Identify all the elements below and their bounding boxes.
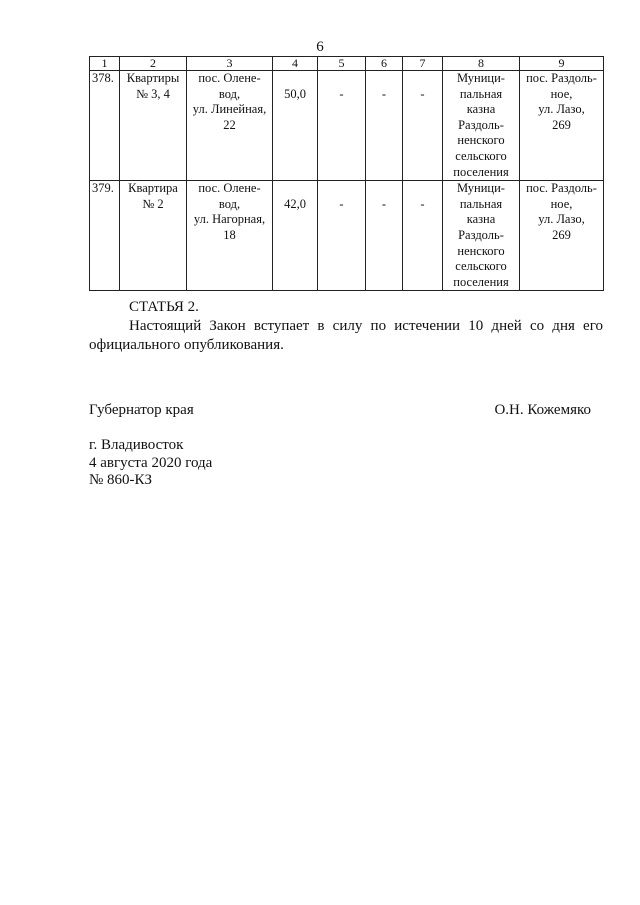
owner-address: пос. Раздоль- ное, ул. Лазо, 269 — [520, 181, 604, 291]
column-header: 1 — [90, 57, 120, 71]
row-number: 378. — [90, 71, 120, 181]
article-text: Настоящий Закон вступает в силу по истечении 10 дней со дня его официального опубликования. — [89, 318, 603, 353]
table-row — [90, 181, 604, 291]
law-number: № 860-КЗ — [89, 472, 153, 488]
object-area: 42,0 — [273, 181, 318, 291]
column-header: 2 — [120, 57, 187, 71]
row-number: 379. — [90, 181, 120, 291]
table-header-row — [90, 57, 604, 71]
cell-col5: - — [318, 181, 366, 291]
column-header: 9 — [520, 57, 604, 71]
signing-date: 4 августа 2020 года — [89, 454, 213, 471]
cell-col7: - — [403, 71, 443, 181]
place-of-signing: г. Владивосток — [89, 437, 184, 453]
document-footer — [89, 437, 212, 490]
column-header: 8 — [443, 57, 520, 71]
cell-col6: - — [366, 71, 403, 181]
owner-name: Муници- пальная казна Раздоль- ненского сельского поселения — [443, 71, 520, 181]
object-name: Квартира № 2 — [120, 181, 187, 291]
column-header: 6 — [366, 57, 403, 71]
signatory-name: О.Н. Кожемяко — [494, 402, 591, 418]
cell-col6: - — [366, 181, 403, 291]
table-row — [90, 71, 604, 181]
object-address: пос. Олене- вод, ул. Линейная, 22 — [187, 71, 273, 181]
signatory-title: Губернатор края — [89, 402, 194, 418]
column-header: 5 — [318, 57, 366, 71]
column-header: 3 — [187, 57, 273, 71]
property-table — [89, 56, 604, 291]
column-header: 4 — [273, 57, 318, 71]
object-area: 50,0 — [273, 71, 318, 181]
article-title: СТАТЬЯ 2. — [129, 299, 199, 315]
cell-col7: - — [403, 181, 443, 291]
column-header: 7 — [403, 57, 443, 71]
owner-name: Муници- пальная казна Раздоль- ненского сельского поселения — [443, 181, 520, 291]
page-number: 6 — [316, 39, 324, 55]
object-name: Квартиры № 3, 4 — [120, 71, 187, 181]
owner-address: пос. Раздоль- ное, ул. Лазо, 269 — [520, 71, 604, 181]
cell-col5: - — [318, 71, 366, 181]
object-address: пос. Олене- вод, ул. Нагорная, 18 — [187, 181, 273, 291]
